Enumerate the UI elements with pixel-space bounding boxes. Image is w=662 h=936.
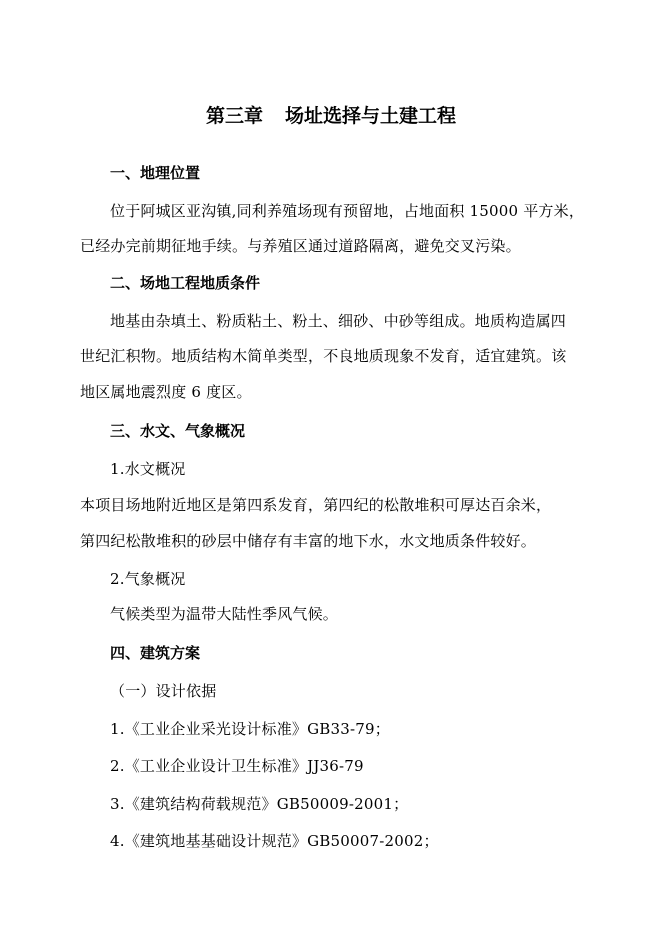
section-heading-location: 一、地理位置	[110, 164, 201, 182]
paragraph-line: 世纪汇积物。地质结构木简单类型，不良地质现象不发育，适宜建筑。该	[80, 347, 567, 365]
standard-list-item: 4.《建筑地基基础设计规范》GB50007-2002；	[110, 832, 439, 850]
paragraph-line: 已经办完前期征地手续。与养殖区通过道路隔离，避免交叉污染。	[80, 237, 521, 255]
chapter-number: 第三章	[205, 105, 263, 127]
paragraph-line: 地基由杂填土、粉质粘土、粉土、细砂、中砂等组成。地质构造属四	[110, 312, 567, 330]
subsection-label-hydrology: 1.水文概况	[110, 460, 186, 478]
chapter-title	[0, 104, 662, 128]
standard-list-item: 2.《工业企业设计卫生标准》JJ36-79	[110, 757, 364, 775]
section-heading-hydrology: 三、水文、气象概况	[110, 422, 246, 440]
subsection-label-design-basis: （一）设计依据	[110, 682, 217, 700]
section-heading-building: 四、建筑方案	[110, 644, 201, 662]
paragraph-line: 气候类型为温带大陆性季风气候。	[110, 605, 339, 623]
standard-list-item: 1.《工业企业采光设计标准》GB33-79；	[110, 720, 390, 738]
paragraph-line: 位于阿城区亚沟镇,同利养殖场现有预留地，占地面积 15000 平方米，	[110, 202, 585, 220]
subsection-label-climate: 2.气象概况	[110, 570, 186, 588]
section-heading-geology: 二、场地工程地质条件	[110, 274, 261, 292]
chapter-name: 场址选择与土建工程	[285, 105, 457, 127]
paragraph-line: 地区属地震烈度 6 度区。	[80, 383, 252, 401]
paragraph-line: 本项目场地附近地区是第四系发育，第四纪的松散堆积可厚达百余米，	[80, 496, 552, 514]
paragraph-line: 第四纪松散堆积的砂层中储存有丰富的地下水，水文地质条件较好。	[80, 532, 537, 550]
standard-list-item: 3.《建筑结构荷载规范》GB50009-2001；	[110, 795, 409, 813]
